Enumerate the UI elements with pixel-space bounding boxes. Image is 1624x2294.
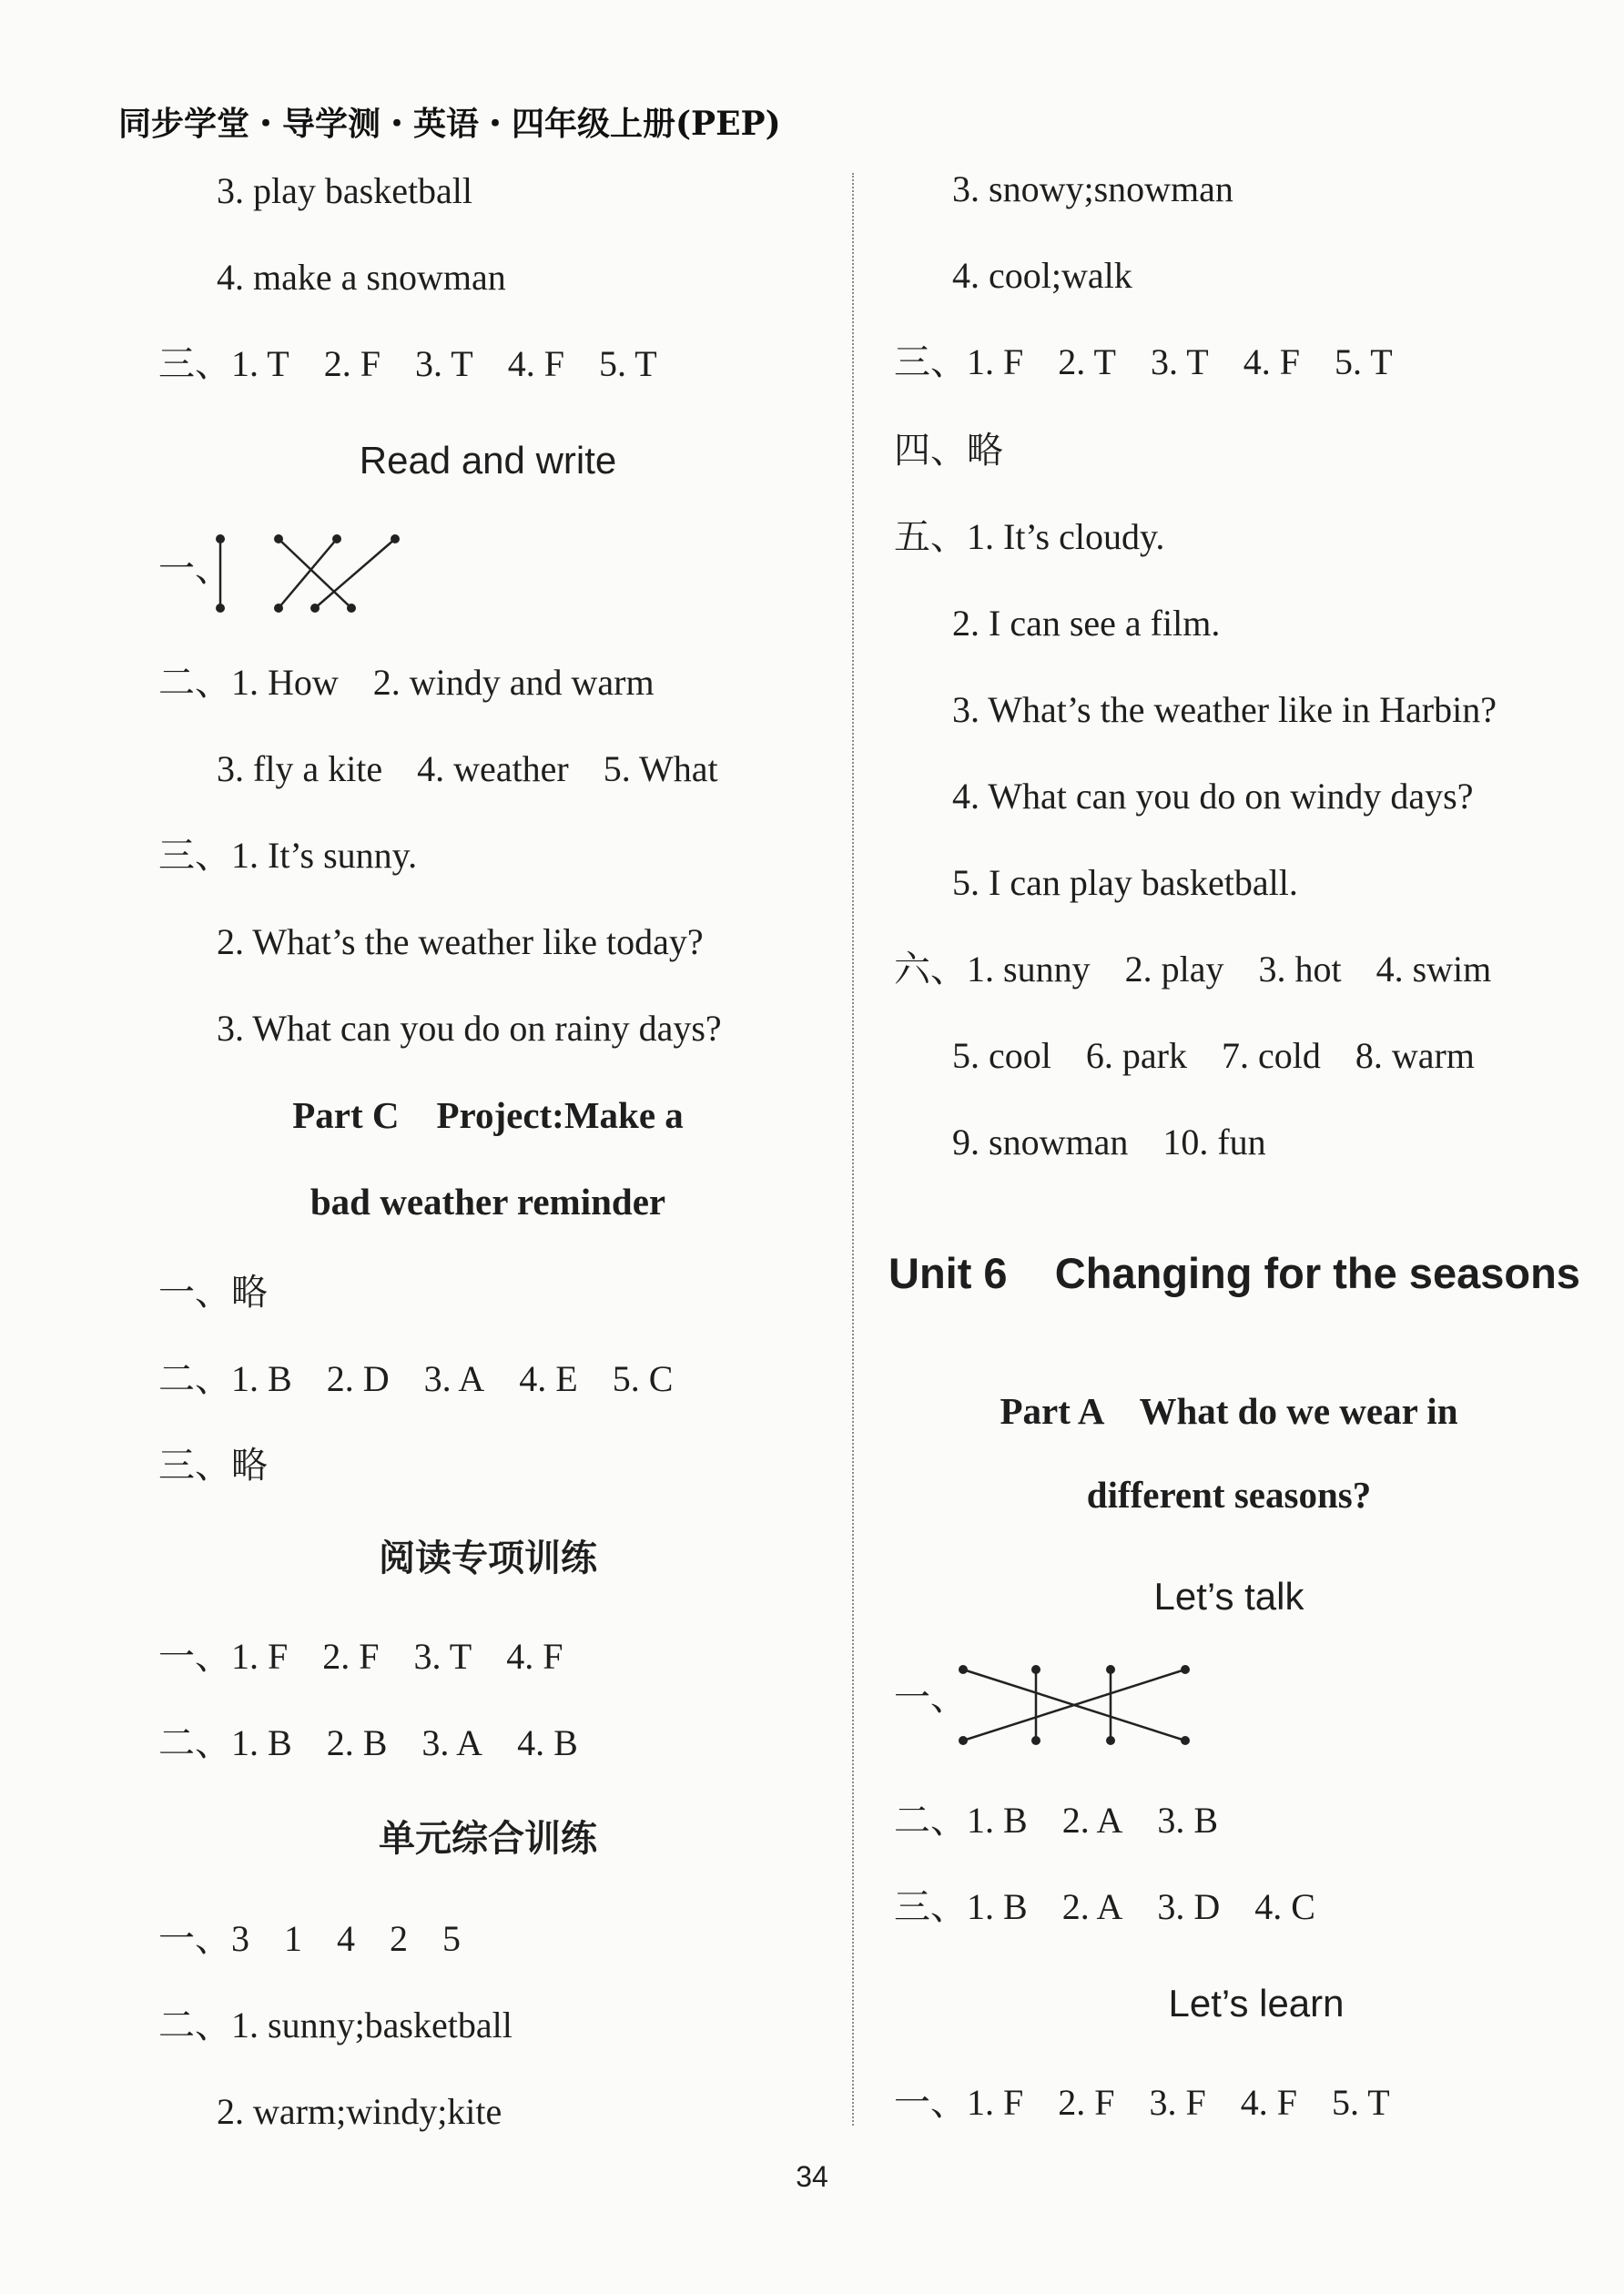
- answer: 3. T: [414, 343, 473, 384]
- matching-diagram: [202, 528, 421, 619]
- answer: 4: [337, 1918, 355, 1959]
- answer: 3. D: [1157, 1886, 1221, 1927]
- question-marker: 一、: [894, 1677, 967, 1718]
- unit-title: Unit 6 Changing for the seasons: [888, 1249, 1580, 1297]
- answer: 2. A: [1061, 1800, 1123, 1841]
- answer: 4. F: [1243, 341, 1300, 382]
- tf-answers: [158, 1636, 563, 1677]
- section-heading: Let’s talk: [1153, 1575, 1304, 1618]
- answer: 1. B: [967, 1800, 1028, 1841]
- answer: 5. T: [1334, 341, 1393, 382]
- question-marker: 三、: [158, 1445, 231, 1486]
- answer: 3. A: [421, 1722, 483, 1763]
- fill-answers: [952, 1124, 1266, 1161]
- answer: 4. weather: [417, 748, 569, 789]
- answer: 9. snowman: [952, 1122, 1129, 1162]
- answer: 2. T: [1058, 341, 1116, 382]
- sentence-answer: 3. What can you do on rainy days?: [217, 1008, 722, 1049]
- answer: 2. F: [1058, 2082, 1115, 2123]
- section-heading: Part A What do we wear in: [1000, 1390, 1458, 1432]
- answer: 1. B: [967, 1886, 1028, 1927]
- choice-answers: [158, 1722, 578, 1763]
- tf-answers: [894, 341, 1393, 382]
- answer: 1. sunny;basketball: [231, 2005, 513, 2045]
- answer-line: [158, 1274, 268, 1311]
- answer: 略: [967, 430, 1003, 471]
- answer: 略: [231, 1445, 268, 1486]
- answer: 4. F: [507, 343, 564, 384]
- answer: 1. F: [967, 341, 1024, 382]
- question-marker: 三、: [158, 835, 231, 876]
- section-heading: 阅读专项训练: [379, 1538, 597, 1579]
- answer-line: 4. make a snowman: [217, 257, 506, 298]
- answer: 3. hot: [1258, 949, 1342, 990]
- answer: 3. A: [423, 1358, 485, 1399]
- sentence-answer: [894, 516, 1165, 557]
- order-answers: [158, 1918, 461, 1959]
- section-heading: Let’s learn: [1168, 1982, 1345, 2025]
- section-heading: 单元综合训练: [379, 1818, 597, 1860]
- answer: 1. F: [967, 2082, 1024, 2123]
- answer: 2. F: [322, 1636, 380, 1677]
- answer: 5: [442, 1918, 461, 1959]
- question-marker: 三、: [894, 341, 967, 382]
- section-heading: different seasons?: [1086, 1474, 1372, 1516]
- answer: 3. B: [1157, 1800, 1219, 1841]
- answer: 3. fly a kite: [217, 748, 383, 789]
- sentence-answer: [158, 837, 417, 874]
- question-marker: 二、: [158, 2005, 231, 2045]
- fill-answers: [158, 662, 655, 703]
- fill-answers: 2. warm;windy;kite: [217, 2091, 502, 2132]
- question-marker: 二、: [894, 1800, 967, 1841]
- sentence-answer: 2. I can see a film.: [952, 603, 1221, 644]
- fill-answers: [158, 2007, 513, 2044]
- answer: 5. C: [612, 1358, 674, 1399]
- answer: 1. T: [231, 343, 289, 384]
- answer: 2. A: [1061, 1886, 1123, 1927]
- tf-answers: [894, 2082, 1390, 2123]
- answer: 2. windy and warm: [372, 662, 655, 703]
- answer: 4. E: [519, 1358, 578, 1399]
- answer: 3. F: [1149, 2082, 1206, 2123]
- answer-line: [894, 432, 1003, 469]
- answer: 2. play: [1124, 949, 1224, 990]
- answer: 5. What: [603, 748, 718, 789]
- question-marker: 三、: [158, 343, 231, 384]
- answer: 10. fun: [1162, 1122, 1266, 1162]
- section-heading: Read and write: [359, 439, 617, 482]
- page-header: 同步学堂・导学测・英语・四年级上册(PEP): [118, 105, 781, 143]
- answer: 7. cold: [1221, 1035, 1321, 1076]
- question-marker: 二、: [158, 1722, 231, 1763]
- answer: 5. T: [1332, 2082, 1390, 2123]
- answer: 1: [284, 1918, 302, 1959]
- choice-answers: [158, 1358, 674, 1399]
- answer: 1. How: [231, 662, 339, 703]
- answer: 3: [231, 1918, 249, 1959]
- answer: 5. T: [598, 343, 657, 384]
- answer: 2. B: [326, 1722, 388, 1763]
- answer: 3. T: [1150, 341, 1209, 382]
- fill-answers: [894, 951, 1491, 988]
- question-marker: 五、: [894, 516, 967, 557]
- answer: 8. warm: [1355, 1035, 1475, 1076]
- answer: 略: [231, 1272, 268, 1313]
- question-marker: 六、: [894, 949, 967, 990]
- question-marker: 二、: [158, 662, 231, 703]
- answer: 5. cool: [952, 1035, 1051, 1076]
- answer: 6. park: [1085, 1035, 1187, 1076]
- question-marker: 一、: [894, 2082, 967, 2123]
- answer: 1. It’s sunny.: [231, 835, 418, 876]
- question-marker: 三、: [894, 1886, 967, 1927]
- section-heading: Part C Project:Make a: [292, 1094, 684, 1136]
- answer: 2. D: [326, 1358, 390, 1399]
- page-number: 34: [796, 2160, 828, 2193]
- answer: 2. F: [323, 343, 381, 384]
- answer: 1. F: [231, 1636, 289, 1677]
- question-marker: 四、: [894, 430, 967, 471]
- answer: 4. C: [1254, 1886, 1315, 1927]
- question-marker: 二、: [158, 1358, 231, 1399]
- question-marker: 一、: [158, 1918, 231, 1959]
- answer: 4. F: [1240, 2082, 1297, 2123]
- question-marker: 一、: [158, 1272, 231, 1313]
- answer: 4. F: [506, 1636, 563, 1677]
- answer-line: 3. play basketball: [217, 170, 473, 211]
- answer: 1. B: [231, 1722, 292, 1763]
- question-marker: 一、: [158, 548, 231, 589]
- section-heading: bad weather reminder: [310, 1181, 666, 1223]
- column-divider: [852, 173, 854, 2126]
- answer: 2: [390, 1918, 408, 1959]
- answer: 1. sunny: [967, 949, 1091, 990]
- choice-answers: [894, 1802, 1218, 1839]
- sentence-answer: 5. I can play basketball.: [952, 862, 1298, 903]
- sentence-answer: 3. What’s the weather like in Harbin?: [952, 689, 1497, 730]
- answer: 1. It’s cloudy.: [967, 516, 1165, 557]
- question-marker: 一、: [158, 1636, 231, 1677]
- answer: 4. swim: [1375, 949, 1492, 990]
- fill-answers: [217, 748, 718, 789]
- tf-answers: [158, 343, 657, 384]
- sentence-answer: 4. What can you do on windy days?: [952, 776, 1474, 817]
- answer: 1. B: [231, 1358, 292, 1399]
- matching-diagram: [947, 1657, 1202, 1748]
- answer: 4. B: [517, 1722, 578, 1763]
- fill-answers: [952, 1035, 1475, 1076]
- answer: 3. T: [413, 1636, 472, 1677]
- sentence-answer: 2. What’s the weather like today?: [217, 921, 704, 962]
- answer-line: [158, 1447, 268, 1484]
- choice-answers: [894, 1886, 1315, 1927]
- answer-line: 3. snowy;snowman: [952, 168, 1233, 209]
- answer-line: 4. cool;walk: [952, 255, 1132, 296]
